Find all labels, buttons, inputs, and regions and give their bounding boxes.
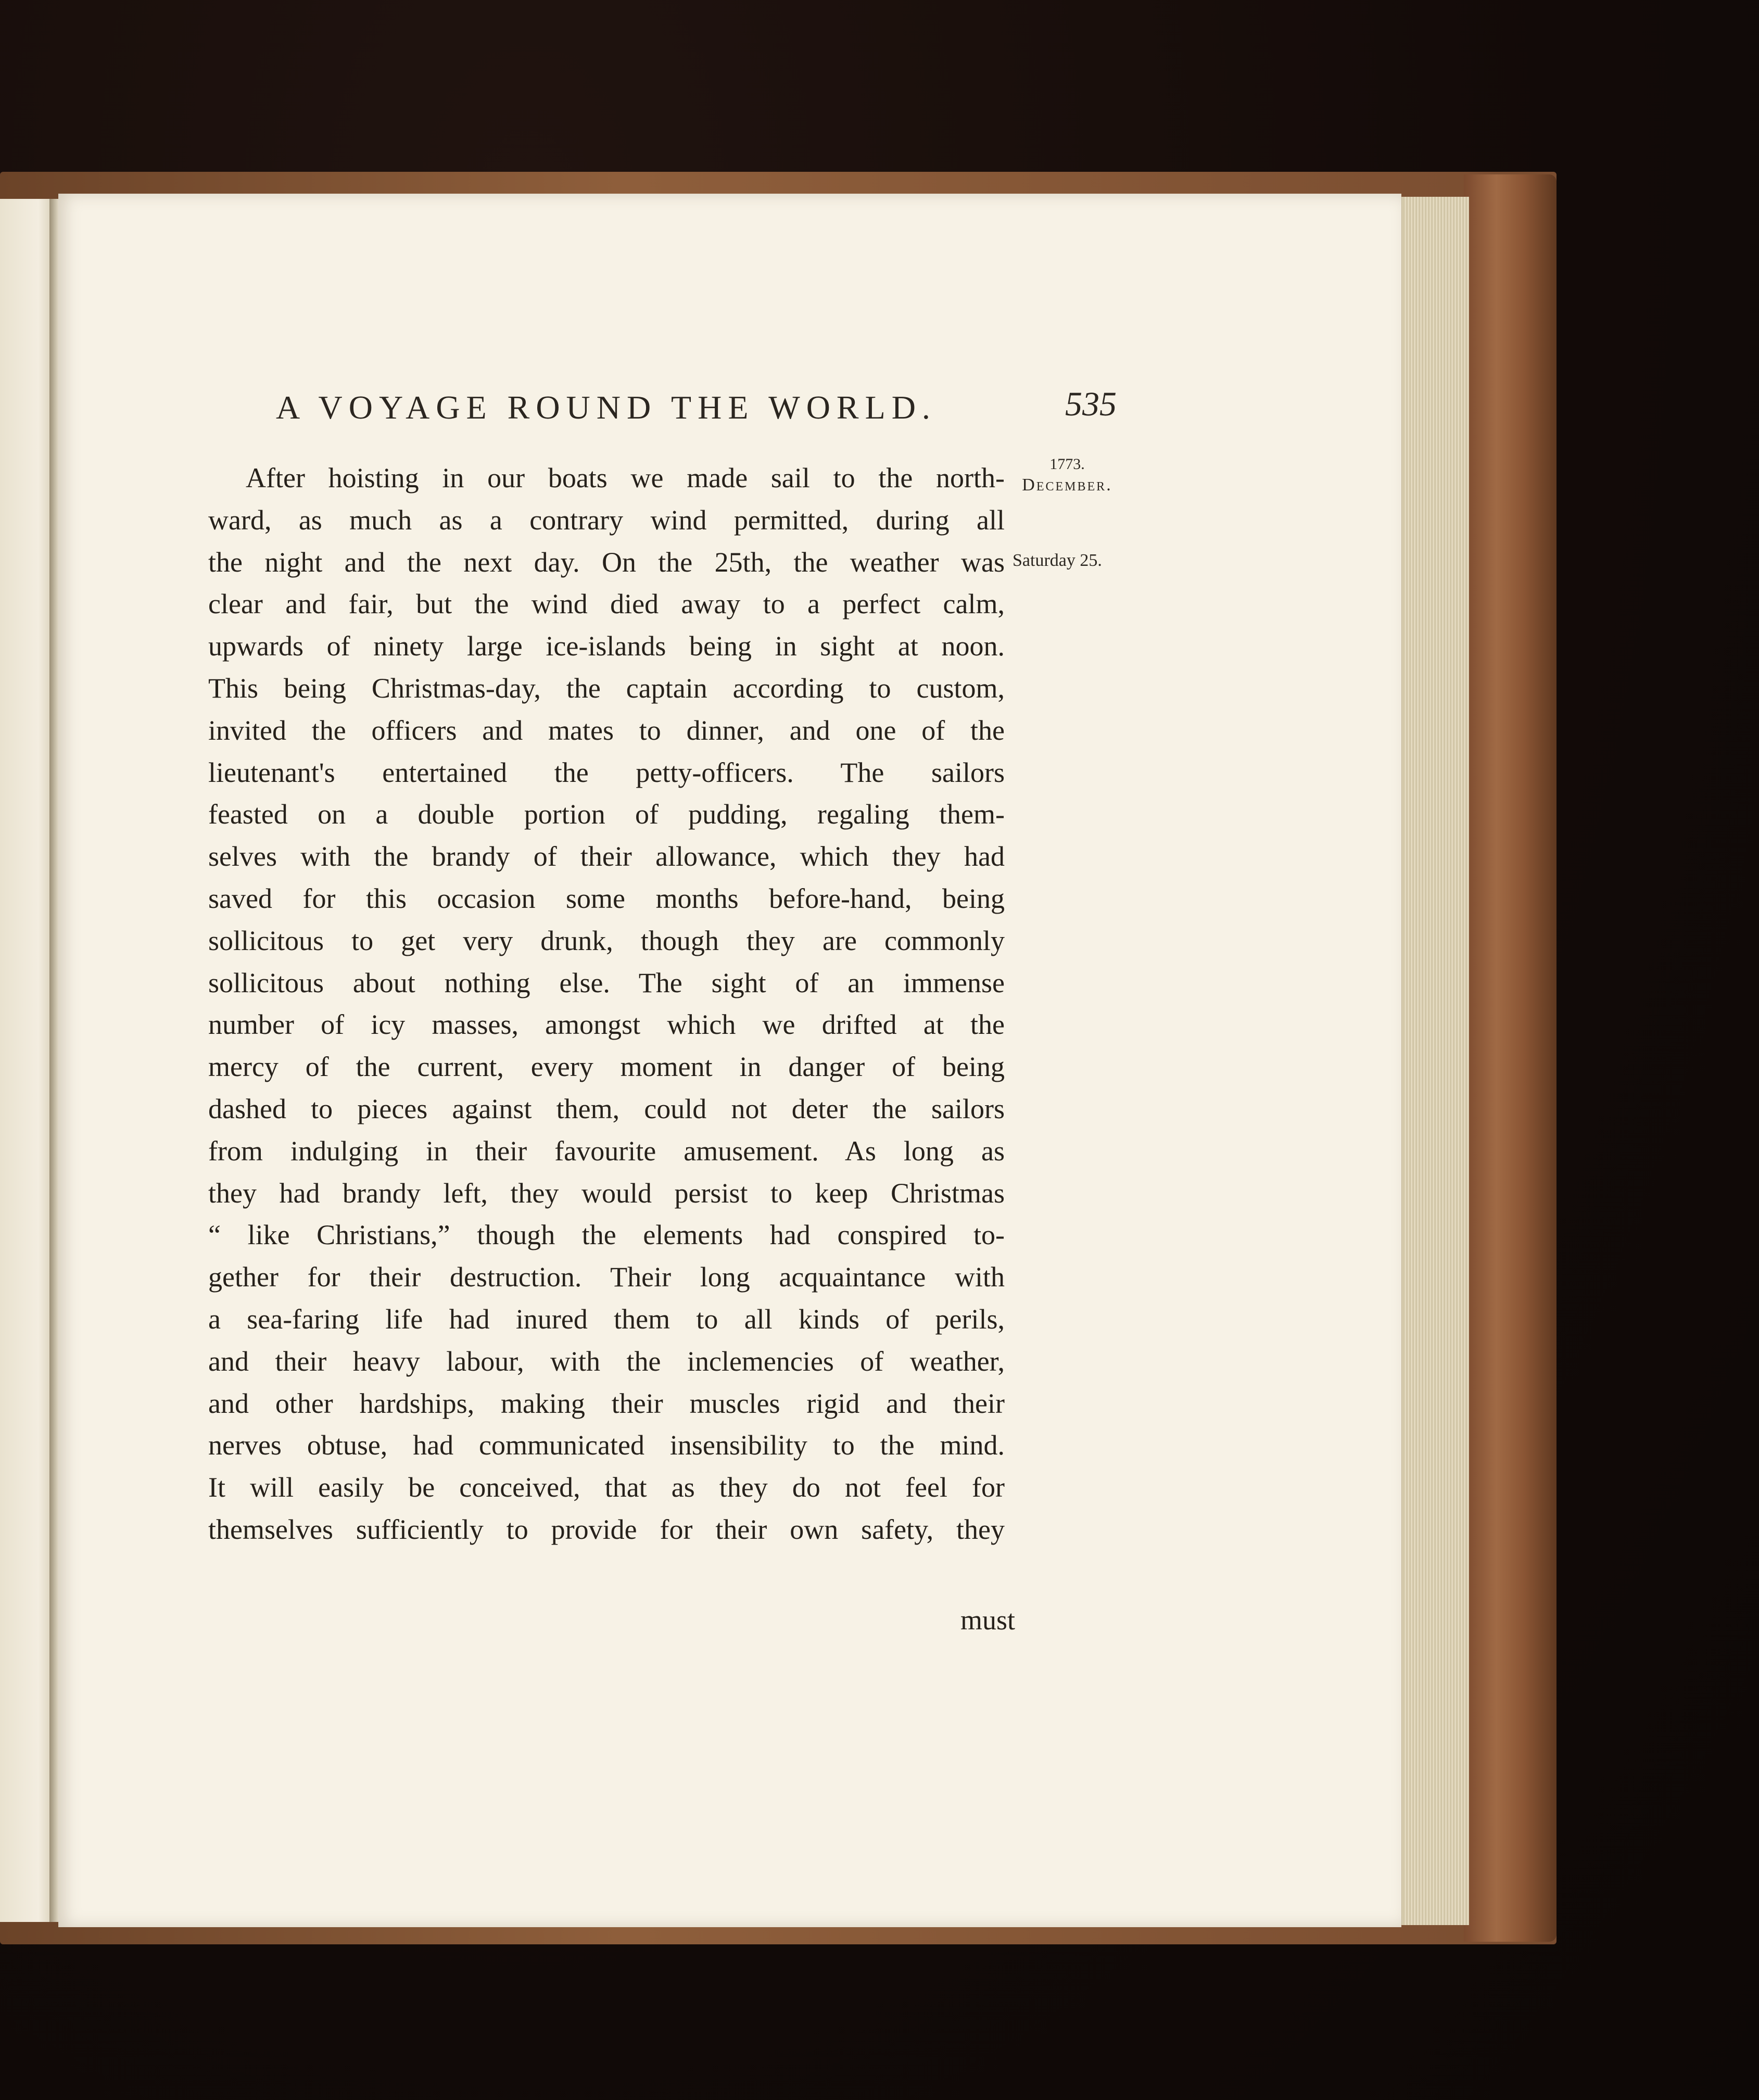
text-line: they had brandy left, they would persist to keep Christmas xyxy=(208,1177,1005,1209)
text-line: nerves obtuse, had communicated insensibility to the mind. xyxy=(208,1429,1005,1461)
text-line: After hoisting in our boats we made sail to the north- xyxy=(246,462,1005,494)
text-line: clear and fair, but the wind died away to a perfect calm, xyxy=(208,588,1005,620)
catchword: must xyxy=(960,1604,1015,1636)
text-line: gether for their destruction. Their long acquaintance with xyxy=(208,1261,1005,1293)
text-line: upwards of ninety large ice-islands being in sight at noon. xyxy=(208,630,1005,662)
text-line: and other hardships, making their muscles rigid and their xyxy=(208,1387,1005,1419)
text-line: This being Christmas-day, the captain according to custom, xyxy=(208,672,1005,704)
page-block-edges xyxy=(1401,197,1469,1925)
text-line: invited the officers and mates to dinner, and one of the xyxy=(208,714,1005,746)
margin-date-note: Saturday 25. xyxy=(1013,551,1102,570)
text-line: number of icy masses, amongst which we drifted at the xyxy=(208,1009,1005,1041)
text-line: lieutenant's entertained the petty-officers. The sailors xyxy=(208,756,1005,788)
text-line: and their heavy labour, with the inclemencies of weather, xyxy=(208,1345,1005,1377)
text-line: It will easily be conceived, that as they do not feel for xyxy=(208,1472,1005,1503)
text-line: dashed to pieces against them, could not deter the sailors xyxy=(208,1093,1005,1124)
text-line: saved for this occasion some months before-hand, being xyxy=(208,882,1005,914)
text-line: sollicitous about nothing else. The sight of an immense xyxy=(208,967,1005,998)
text-line: mercy of the current, every moment in danger of being xyxy=(208,1051,1005,1083)
running-head: A VOYAGE ROUND THE WORLD. xyxy=(276,389,937,426)
margin-month: December. xyxy=(1022,475,1112,495)
text-line: selves with the brandy of their allowance, which they had xyxy=(208,841,1005,872)
text-line: ward, as much as a contrary wind permitted, during all xyxy=(208,504,1005,536)
text-line: “ like Christians,” though the elements had conspired to- xyxy=(208,1219,1005,1251)
text-line: sollicitous to get very drunk, though they are commonly xyxy=(208,925,1005,956)
left-page-edge xyxy=(0,199,55,1922)
text-line: from indulging in their favourite amusement. As long as xyxy=(208,1135,1005,1167)
text-line: the night and the next day. On the 25th, the weather was xyxy=(208,546,1005,578)
text-line: a sea-faring life had inured them to all kinds of perils, xyxy=(208,1303,1005,1335)
page-number: 535 xyxy=(1065,385,1117,423)
margin-year: 1773. xyxy=(1049,456,1085,473)
book-spine xyxy=(1464,174,1556,1942)
text-line: themselves sufficiently to provide for their own safety, they xyxy=(208,1513,1005,1545)
text-line: feasted on a double portion of pudding, regaling them- xyxy=(208,799,1005,830)
body-text xyxy=(208,457,1005,1551)
